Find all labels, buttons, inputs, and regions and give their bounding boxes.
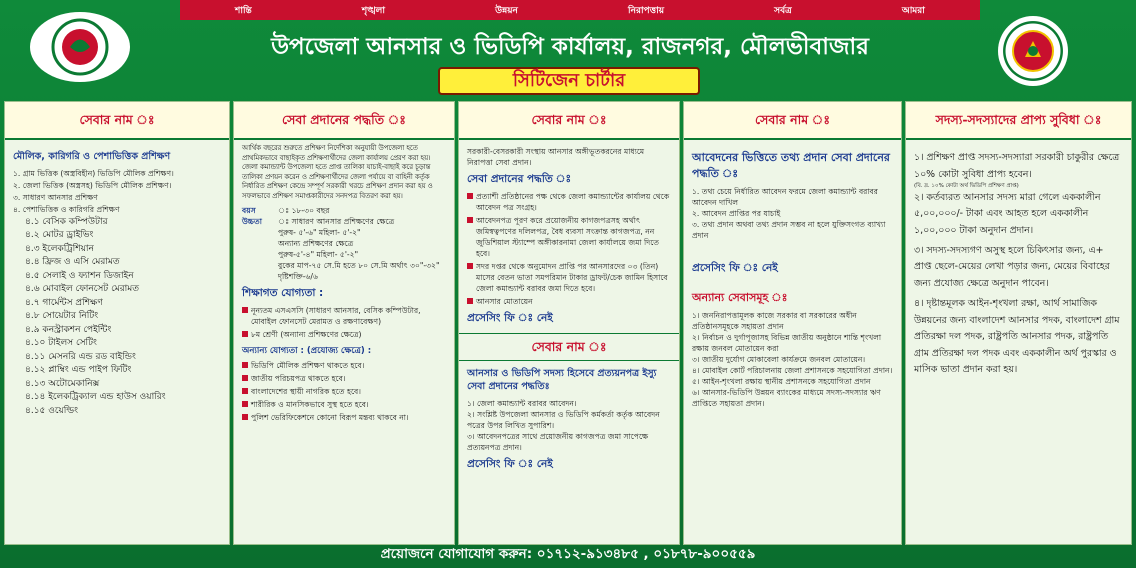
col3-heading-2: সেবার নাম ঃ — [531, 338, 607, 354]
col3-method-heading: সেবা প্রদানের পদ্ধতি ঃ — [467, 173, 572, 186]
bullet-icon — [242, 307, 248, 313]
info-item: ৩. তথ্য প্রদান অথবা তথ্য প্রদান সম্ভব না হলে যুক্তিসংগত ব্যাখ্যা প্রদান — [692, 220, 886, 240]
bullet-icon — [242, 362, 248, 368]
benefit-item: ১। প্রশিক্ষণ প্রাপ্ত সদস্য-সদস্যারা সরকারী চাকুরীর ক্ষেত্রে ১০% কোটা সুবিধা প্রাপ্য হবেন। — [914, 152, 1120, 180]
col1-item: ৪. পেশাভিত্তিক ও কারিগরি প্রশিক্ষণ — [13, 204, 120, 214]
col3-heading: সেবার নাম ঃ — [459, 102, 679, 140]
edu-item: নূন্যতম এসএসসি (সাধারণ আনসার, বেসিক কম্পিউটার, মোবাইল ফোনসেট মেরামত ও রক্ষণাবেক্ষণ) — [251, 306, 421, 327]
bullet-icon — [467, 217, 473, 223]
col1-subitem: ৪.১৩ অটোমেকানিক্স — [25, 378, 100, 389]
col4-heading: সেবার নাম ঃ — [684, 102, 901, 140]
bullet-icon — [242, 414, 248, 420]
motto-5: সর্বত্র — [774, 5, 792, 16]
bullet-icon — [242, 331, 248, 337]
col1-subitem: ৪.১০ টাইলস সেটিং — [25, 338, 97, 349]
height-line: পুরুষ-৫'-৪" মহিলা- ৫'-২" — [278, 250, 359, 260]
other-item: শারীরিক ও মানসিকভাবে সুস্থ হতে হবে। — [251, 399, 369, 409]
bullet-icon — [242, 375, 248, 381]
other-qualification-heading: অন্যান্য যোগ্যতা : (প্রযোজ্য ক্ষেত্রে) : — [242, 346, 372, 357]
service-column-security — [458, 101, 680, 545]
motto-6: আমরা — [901, 5, 925, 16]
col1-item: ৩. সাধারণ আনসার প্রশিক্ষণ — [13, 192, 98, 202]
col1-subitem: ৪.৩ ইলেকট্রিশিয়ান — [25, 243, 94, 254]
col1-item: ১. গ্রাম ভিত্তিক (অস্ত্রবিহীন) ভিডিপি মৌলিক প্রশিক্ষণ। — [13, 168, 174, 178]
info-item: ২. আবেদন প্রাপ্তির পর যাচাই — [692, 209, 781, 218]
col3-paragraph: সরকারী-বেসরকারী সংস্থায় আনসার অঙ্গীভূতকরনের মাধ্যমে নিরাপত্তা সেবা প্রদান। — [467, 147, 645, 168]
age-label: বয়স — [242, 206, 256, 216]
citizen-charter-banner: সিটিজেন চার্টার — [438, 67, 700, 95]
benefit-note: (বি. দ্র. ১০% কোটা অর্থ ভিডিপি প্রশিক্ষণ প্রাপ্ত) — [914, 183, 1019, 190]
bullet-icon — [467, 193, 473, 199]
contact-footer: প্রয়োজনে যোগাযোগ করুন: ০১৭১২-৯১৩৪৮৫ , ০১৮৭৮-৯০০৫৫৯ — [380, 546, 756, 562]
method-item: প্রত্যাশী প্রতিষ্ঠানের পক্ষ থেকে জেলা কমান্ড্যান্টের কার্যালয় থেকে আবেদন পত্র সংগ্রহ। — [476, 192, 670, 213]
height-line: পুরুষ- ৫'-৬" মহিলা- ৫'-২" — [278, 228, 361, 238]
col1-subitem: ৪.৮ সোয়েটার নিটিং — [25, 311, 99, 322]
col4-subheading: আবেদনের ভিত্তিতে তথ্য প্রদান সেবা প্রদানের পদ্ধতি ঃ — [692, 151, 890, 181]
col1-subitem: ৪.১৫ ওয়েল্ডিং — [25, 405, 78, 416]
method-item: আবেদনপত্র পূরণ করে প্রয়োজনীয় কাগজপত্রসহ অর্থাৎ জমিস্বত্বপণের দলিলপত্র, বৈধ ব্যবসা সংক্রান্ত কাগজপত্র, নন জুডিশিয়াল স্ট্যাম্পে অঙ্গীকারনামা জেলা কার্যালয়ে জমা দিতে হবে। — [476, 216, 659, 259]
height-label: উচ্চতা — [242, 217, 262, 227]
col1-subitem: ৪.২ মোটর ড্রাইভিং — [25, 230, 94, 241]
government-seal-logo — [30, 12, 130, 82]
certificate-item: ২। সংশ্লিষ্ট উপজেলা আনসার ও ভিডিপি কর্মকর্তা কর্তৃক আবেদন পত্রের উপর লিখিত সুপারিশ। — [467, 410, 660, 431]
info-item: ১. তথ্য চেয়ে নির্ধারিত আবেদন ফরমে জেলা কমান্ড্যান্ট বরাবর আবেদন দাখিল — [692, 187, 878, 207]
height-line: ঃ সাধারণ আনসার প্রশিক্ষণের ক্ষেত্রে — [278, 217, 395, 227]
col5-heading: সদস্য-সদস্যাদের প্রাপ্য সুবিধা ঃ — [906, 102, 1131, 140]
height-line: অন্যান্য প্রশিক্ষণের ক্ষেত্রে — [278, 239, 354, 249]
certificate-item: ১। জেলা কমান্ড্যান্ট বরাবর আবেদন। — [467, 399, 577, 409]
col3-fee: প্রসেসিং ফি ঃ নেই — [467, 312, 553, 325]
col3-subheading-2: আনসার ও ভিডিপি সদস্য হিসেবে প্রত্যয়নপত্র ইস্যু সেবা প্রদানের পদ্ধতিঃ — [467, 367, 657, 393]
col1-subitem: ৪.১১ মেসনরি এন্ড রড বাইন্ডিং — [25, 351, 136, 362]
member-benefits-column — [905, 101, 1132, 545]
other-item: বাংলাদেশের স্থায়ী নাগরিক হতে হবে। — [251, 386, 361, 396]
other-service-item: ২। নির্বাচন ও দুর্গাপূজাসহ বিভিন্ন জাতীয় অনুষ্ঠানে শান্তি শৃংখলা রক্ষায় জনবল মোতায়েন করা — [692, 333, 882, 354]
col2-heading: সেবা প্রদানের পদ্ধতি ঃ — [234, 102, 454, 140]
other-item: পুলিশ ভেরিফিকেশনে কোনো বিরূপ মন্তব্য থাকবে না। — [251, 412, 409, 422]
other-item: ভিডিপি মৌলিক প্রশিক্ষণ থাকতে হবে। — [251, 360, 365, 370]
service-column-information — [683, 101, 902, 545]
motto-3: উন্নয়ন — [495, 5, 518, 16]
other-services-heading: অন্যান্য সেবাসমূহ ঃ — [692, 291, 788, 305]
other-service-item: ৫। আইন-শৃংখলা রক্ষায় স্থানীয় প্রশাসনকে সহযোগিতা প্রদান — [692, 377, 871, 387]
col1-subitem: ৪.৯ কনস্ট্রাকশন পেইন্টিং — [25, 324, 112, 335]
motto-4: নিরাপত্তায় — [628, 5, 665, 16]
page-title: উপজেলা আনসার ও ভিডিপি কার্যালয়, রাজনগর, মৌলভীবাজার — [271, 34, 869, 60]
col1-subitem: ৪.৬ মোবাইল ফোনসেট মেরামত — [25, 284, 140, 295]
col1-item: ২. জেলা ভিত্তিক (অস্ত্রসহ) ভিডিপি মৌলিক প্রশিক্ষণ। — [13, 180, 172, 190]
col1-subitem: ৪.১ বেসিক কম্পিউটার — [25, 216, 108, 227]
motto-bar — [180, 0, 980, 20]
education-heading: শিক্ষাগত যোগ্যতা : — [242, 287, 324, 300]
service-method-column — [233, 101, 455, 545]
height-line: দৃষ্টিশক্তি-৬/৬ — [278, 272, 318, 282]
col1-subitem: ৪.৭ গার্মেন্টস প্রশিক্ষণ — [25, 297, 103, 308]
other-item: জাতীয় পরিচয়পত্র থাকতে হবে। — [251, 373, 346, 383]
bullet-icon — [242, 401, 248, 407]
method-item: সদর দপ্তর থেকে অনুমোদন প্রাপ্তি পর আনসারদের ০৩ (তিন) মাসের বেতন ভাতা সমপরিমান টাকার ড্রাফট/চেক জামিন হিসাবে জেলা কমান্ড্যান্ট বরাবর জমা দিতে হবে। — [476, 262, 668, 294]
motto-1: শান্তি — [235, 5, 252, 16]
col4-fee: প্রসেসিং ফি ঃ নেই — [692, 262, 778, 274]
service-column-training — [4, 101, 230, 545]
col1-subitem: ৪.৪ ফ্রিজ ও এসি মেরামত — [25, 257, 120, 268]
benefit-item: ৩। সদস্য-সদস্যগণ অসুস্থ হলে চিকিৎসার জন্য, এ+ প্রাপ্ত ছেলে-মেয়ের লেখা পড়ার জন্য, মেয়ের বিবাহের জন্য প্রযোজ্য ক্ষেত্রে অনুদান পাবেন। — [914, 244, 1110, 289]
benefit-item: ২। কর্তব্যরত আনসার সদস্য মারা গেলে এককালীন ৫,০০,০০০/- টাকা এবং আহত হলে এককালীন ১,০০,০০০ টাকা অনুদান প্রদান। — [914, 191, 1101, 236]
col1-subheading: মৌলিক, কারিগরি ও পেশাভিত্তিক প্রশিক্ষণ — [13, 151, 171, 163]
col1-subitem: ৪.১৪ ইলেকট্রিক্যাল এন্ড হাউস ওয়ারিং — [25, 392, 166, 403]
col3-fee-2: প্রসেসিং ফি ঃ নেই — [467, 458, 553, 471]
motto-2: শৃঙ্খলা — [361, 5, 385, 16]
edu-item: ৮ম শ্রেণী (অন্যান্য প্রশিক্ষণের ক্ষেত্রে) — [251, 330, 362, 340]
age-value: ঃ ১৮-৩০ বছর — [278, 206, 330, 216]
other-service-item: ১। জননিরাপত্তামূলক কাজে সরকার বা সরকারের অধীন প্রতিষ্ঠানসমূহকে সহায়তা প্রদান — [692, 311, 857, 332]
bullet-icon — [467, 298, 473, 304]
col2-paragraph: আর্থিক বছরের শুরুতে প্রশিক্ষণ নির্দেশিকা অনুযায়ী উপজেলা হতে প্রাথমিকভাবে বাছাইকৃত প্রশিক্ষণার্থীদের জেলা কার্যালয় প্রেরণ করা হয়। জেলা কমান্ড্যান্ট উপজেলা হতে প্রাপ্ত তালিকা যাচাই-বাছাই করে চূড়ান্ত তালিকা প্রণয়ন করেন ও প্রশিক্ষণার্থীদের জেলা পর্যায়ে বা বাহিনী কর্তৃক নির্ধারিত প্রশিক্ষণ কেন্দ্রে সম্পূর্ণ সরকারী খরচে প্রশিক্ষণ প্রদান করা হয় ও সফলভাবে প্রশিক্ষণ সমাপ্তকারীদের সনদপত্র বিতরণ করা হয়। — [242, 144, 433, 200]
other-service-item: ৩। জাতীয় দুর্যোগ মোকাবেলা কার্যক্রমে জনবল মোতায়েন। — [692, 355, 866, 365]
other-service-item: ৬। আনসার-ভিডিপি উন্নয়ন ব্যাংকের মাধ্যমে সদস্য-সদস্যার ঋণ প্রাপ্তিতে সহায়তা প্রদান। — [692, 388, 881, 409]
bullet-icon — [467, 263, 473, 269]
col1-subitem: ৪.৫ সেলাই ও ফ্যাশন ডিজাইন — [25, 270, 134, 281]
height-line: বুকের মাপ-৭৫ সে.মি হতে ৮০ সে.মি অর্থাৎ ৩০"-৩২" — [278, 261, 440, 271]
benefit-item: ৪। দৃষ্টান্তমূলক আইন-শৃংখলা রক্ষা, আর্থ সামাজিক উন্নয়নের জন্য বাংলাদেশ আনসার পদক, বাংলাদেশ গ্রাম প্রতিরক্ষা দল পদক, রাষ্ট্রপতি আনসার পদক, রাষ্ট্রপতি গ্রাম প্রতিরক্ষা দল পদক এবং এককালীন অর্থ পুরস্কার ও মাসিক ভাতা প্রদান করা হয়। — [914, 298, 1120, 376]
other-service-item: ৪। মোবাইল কোর্ট পরিচালনায় জেলা প্রশাসনকে সহযোগিতা প্রদান। — [692, 366, 893, 376]
col1-heading: সেবার নাম ঃ — [5, 102, 229, 140]
bullet-icon — [242, 388, 248, 394]
col1-subitem: ৪.১২ প্লাম্বিং এন্ড পাইপ ফিটিং — [25, 365, 132, 376]
method-item: আনসার মোতায়েন — [476, 297, 533, 307]
certificate-item: ৩। আবেদনপত্রের সাথে প্রয়োজনীয় কাগজপত্র জমা সাপেক্ষে প্রত্যয়নপত্র প্রদান। — [467, 432, 649, 453]
